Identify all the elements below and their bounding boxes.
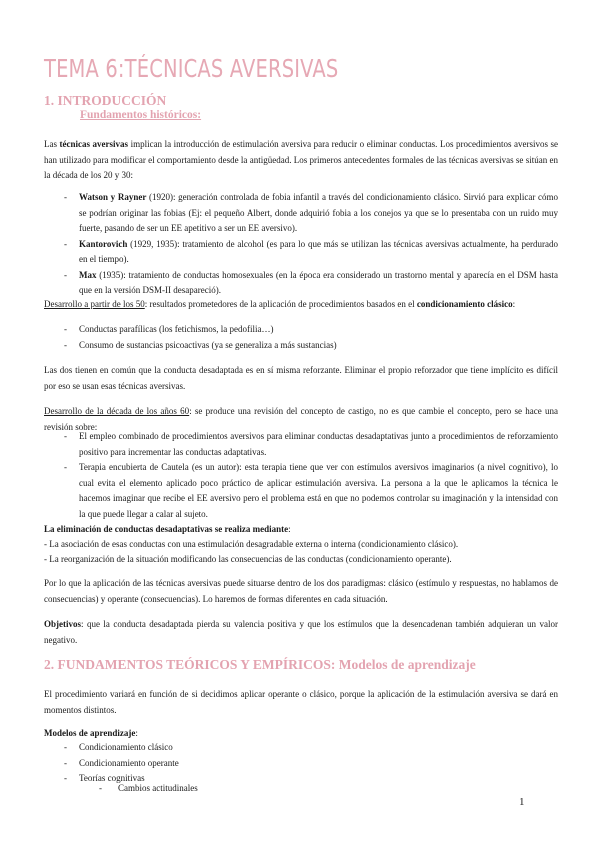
- intro-paragraph: [44, 137, 558, 184]
- section-1-heading: 1. INTRODUCCIÓN: [44, 93, 167, 108]
- list-item: - Watson y Rayner (1920): generación controlada de fobia infantil a través del condicionamiento clásico. Sirvió para explicar cómo se podrían originar las fobias (Ej: el pequeño Albert, donde adquirió fobia a los conejos ya que se lo presentaba con un ruido muy fuerte, pasando de ser un EE apetitivo a ser un EE aversivo).: [64, 192, 558, 233]
- list-item: - Condicionamiento clásico: [64, 742, 173, 752]
- list-item: - Cambios actitudinales: [99, 783, 198, 793]
- section-2-intro: El procedimiento variará en función de si decidimos aplicar operante o clásico, porque la aplicación de la estimulación aversiva se dará en momentos distintos.: [44, 689, 558, 715]
- reforzante-paragraph: Las dos tienen en común que la conducta desadaptada es en sí misma reforzante. Eliminar el propio reforzador que tiene implícito es difícil por eso se usan esas técnicas aversivas.: [44, 365, 558, 391]
- paradigmas-paragraph: Por lo que la aplicación de las técnicas aversivas puede situarse dentro de los dos paradigmas: clásico (estímulo y respuestas, no hablamos de consecuencias) y operante (consecuencias). Lo haremos de formas diferentes en cada situación.: [44, 578, 558, 604]
- desarrollo-60-list: [44, 429, 558, 522]
- list-item: - Consumo de sustancias psicoactivas (ya se generaliza a más sustancias): [64, 339, 337, 350]
- desarrollo-50-paragraph: Desarrollo a partir de los 50: resultados prometedores de la aplicación de procedimientos basados en el condicionamiento clásico:: [44, 299, 516, 309]
- modelos-heading: Modelos de aprendizaje:: [44, 728, 138, 738]
- list-item: - El empleo combinado de procedimientos aversivos para eliminar conductas desadaptativas junto a procedimientos de reforzamiento positivo para incrementar las conductas adaptativas.: [64, 431, 558, 457]
- section-1-subheading: Fundamentos históricos:: [80, 109, 202, 121]
- objetivos-paragraph: Objetivos: que la conducta desadaptada pierda su valencia positiva y que los estímulos que la desencadenan también adquieran un valor negativo.: [44, 619, 558, 645]
- list-item: - Conductas parafílicas (los fetichismos, la pedofilia…): [64, 324, 274, 334]
- list-item: - Kantorovich (1929, 1935): tratamiento de alcohol (es para lo que más se utilizan las técnicas aversivas actualmente, ha perdurado en el tiempo).: [64, 238, 558, 264]
- eliminacion-item: - La asociación de esas conductas con una estimulación desagradable externa o interna (condicionamiento clásico).: [44, 539, 459, 549]
- intro-text: implican la introducción de estimulación aversiva para reducir o eliminar conductas. Los procedimientos aversivos se han utilizado para modificar el comportamiento desde la antigüedad. Los primeros antecedentes formales de las técnicas aversivas se sitúan en la década de los 20 y 30:: [44, 139, 559, 180]
- desarrollo-60-paragraph: Desarrollo de la década de los años 60: se produce una revisión del concepto de castigo, no es que cambie el concepto, pero se hace una revisión sobre:: [44, 406, 558, 432]
- desarrollo-50-list: [44, 322, 558, 353]
- intro-bold-term: técnicas aversivas: [59, 139, 129, 149]
- list-item: - Max (1935): tratamiento de conductas homosexuales (en la época era considerado un trastorno mental y aparecía en el DSM hasta que en la versión DSM-II desapareció).: [64, 269, 558, 295]
- document-title: TEMA 6:TÉCNICAS AVERSIVAS: [44, 54, 339, 83]
- antecedentes-list: [44, 190, 558, 299]
- eliminacion-heading: La eliminación de conductas desadaptativas se realiza mediante:: [44, 524, 291, 534]
- intro-text-pre: Las: [44, 139, 60, 149]
- list-item: - Condicionamiento operante: [64, 757, 179, 768]
- page-number: 1: [519, 796, 525, 808]
- eliminacion-item: - La reorganización de la situación modificando las consecuencias de las conductas (condicionamiento operante).: [44, 554, 452, 564]
- section-2-heading: 2. FUNDAMENTOS TEÓRICOS Y EMPÍRICOS: Modelos de aprendizaje: [44, 657, 476, 672]
- list-item: - Teorías cognitivas: [64, 773, 145, 783]
- modelos-list: [44, 740, 558, 787]
- list-item: - Terapia encubierta de Cautela (es un autor): esta terapia tiene que ver con estímulos aversivos imaginarios (a nivel cognitivo), lo cual evita el elemento aplicado poco práctico de aplicar estimulación aversiva. La persona a la que le aplicamos la técnica le hacemos imaginar que recibe el EE aversivo pero el problema está en que no podemos controlar su imaginación y la intensidad con la que puede llegar a calar al sujeto.: [64, 462, 558, 519]
- modelos-sublist: [44, 781, 558, 797]
